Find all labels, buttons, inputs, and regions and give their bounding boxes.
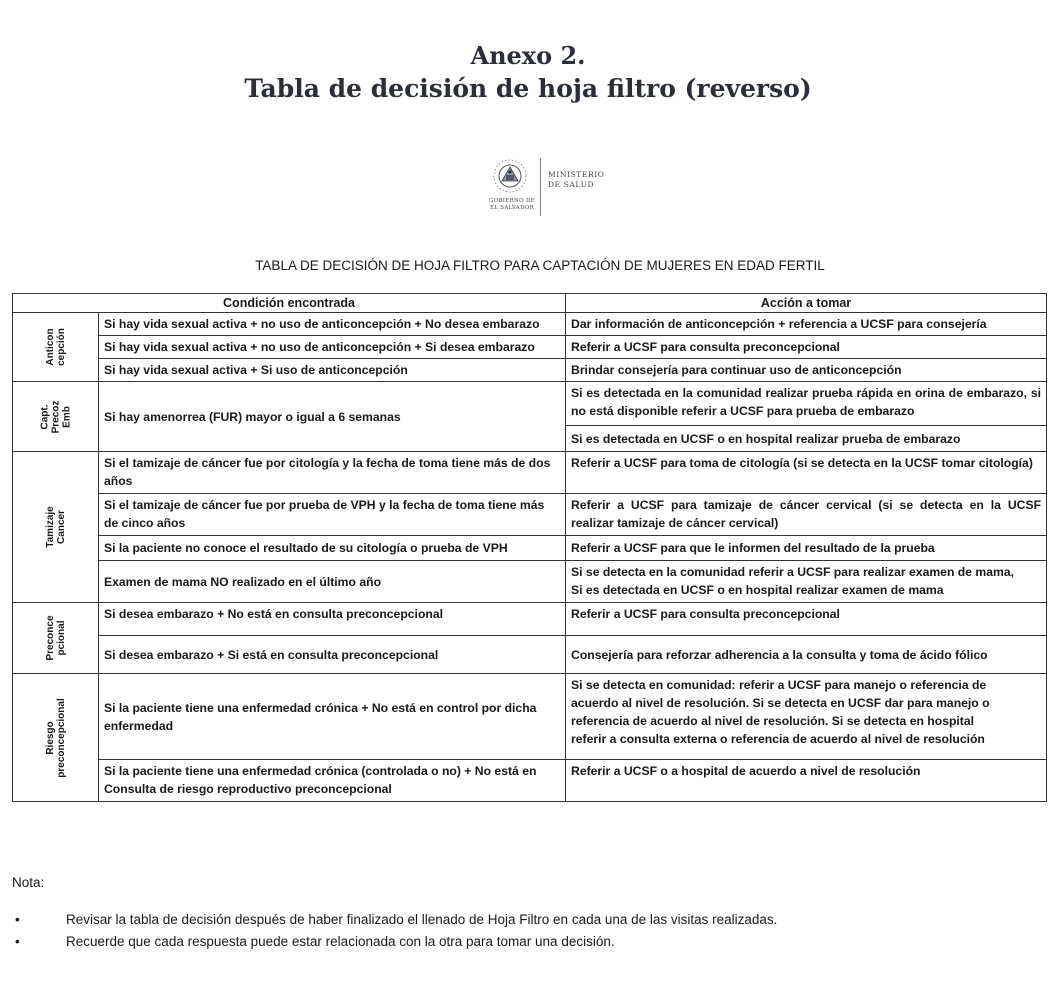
table-row bbox=[13, 561, 1047, 603]
note-list bbox=[0, 912, 1056, 956]
condition-cell: Si hay vida sexual activa + no uso de anticoncepción + Si desea embarazo bbox=[99, 336, 566, 359]
table-row bbox=[13, 636, 1047, 674]
table-row bbox=[13, 603, 1047, 636]
condition-cell: Si el tamizaje de cáncer fue por citología y la fecha de toma tiene más de dos años bbox=[99, 452, 566, 494]
national-seal-icon bbox=[492, 158, 528, 194]
condition-cell: Si la paciente tiene una enfermedad crónica + No está en control por dicha enfermedad bbox=[99, 674, 566, 760]
category-preconcepcional: Preconce pcional bbox=[13, 603, 99, 674]
condition-cell: Si la paciente tiene una enfermedad crónica (controlada o no) + No está en Consulta de riesgo reproductivo preconcepcional bbox=[99, 760, 566, 802]
note-label: Nota: bbox=[12, 875, 45, 890]
ministry-logo bbox=[486, 152, 616, 222]
table-row bbox=[13, 674, 1047, 760]
page-title: Tabla de decisión de hoja filtro (reverso) bbox=[244, 74, 812, 103]
table-row bbox=[13, 313, 1047, 336]
logo-divider bbox=[540, 158, 541, 216]
bullet-icon: • bbox=[15, 934, 20, 949]
table-row bbox=[13, 382, 1047, 426]
document-title bbox=[0, 40, 1056, 105]
action-cell: Referir a UCSF o a hospital de acuerdo a nivel de resolución bbox=[566, 760, 1047, 802]
condition-cell: Si la paciente no conoce el resultado de su citología o prueba de VPH bbox=[99, 536, 566, 561]
table-row bbox=[13, 536, 1047, 561]
table-row bbox=[13, 760, 1047, 802]
table-row bbox=[13, 452, 1047, 494]
table-header-row bbox=[13, 294, 1047, 313]
condition-cell: Si desea embarazo + No está en consulta preconcepcional bbox=[99, 603, 566, 636]
action-cell: Referir a UCSF para tamizaje de cáncer cervical (si se detecta en la UCSF realizar tamizaje de cáncer cervical) bbox=[566, 494, 1047, 536]
action-cell: Si es detectada en UCSF o en hospital realizar prueba de embarazo bbox=[566, 426, 1047, 452]
note-text: Recuerde que cada respuesta puede estar relacionada con la otra para tomar una decisión. bbox=[66, 934, 615, 949]
condition-cell: Si hay amenorrea (FUR) mayor o igual a 6 semanas bbox=[99, 382, 566, 452]
table-row bbox=[13, 359, 1047, 382]
action-cell: Brindar consejería para continuar uso de anticoncepción bbox=[566, 359, 1047, 382]
action-cell: Si es detectada en la comunidad realizar prueba rápida en orina de embarazo, si no está disponible referir a UCSF para prueba de embarazo bbox=[566, 382, 1047, 426]
ministry-name: MINISTERIO DE SALUD bbox=[548, 170, 605, 189]
condition-cell: Examen de mama NO realizado en el último año bbox=[99, 561, 566, 603]
list-item bbox=[0, 934, 1056, 956]
category-captacion-precoz: Capt. Precoz Emb bbox=[13, 382, 99, 452]
decision-table bbox=[12, 293, 1047, 802]
action-cell: Referir a UCSF para consulta preconcepcional bbox=[566, 603, 1047, 636]
action-cell: Si se detecta en la comunidad referir a UCSF para realizar examen de mama, Si es detectada en UCSF o en hospital realizar examen de mama bbox=[566, 561, 1047, 603]
action-cell: Dar información de anticoncepción + referencia a UCSF para consejería bbox=[566, 313, 1047, 336]
table-row bbox=[13, 336, 1047, 359]
condition-header: Condición encontrada bbox=[13, 294, 566, 313]
list-item bbox=[0, 912, 1056, 934]
action-cell: Referir a UCSF para que le informen del resultado de la prueba bbox=[566, 536, 1047, 561]
category-anticoncepcion: Anticon cepción bbox=[13, 313, 99, 382]
table-title: TABLA DE DECISIÓN DE HOJA FILTRO PARA CAPTACIÓN DE MUJERES EN EDAD FERTIL bbox=[255, 258, 825, 273]
condition-cell: Si desea embarazo + Si está en consulta preconcepcional bbox=[99, 636, 566, 674]
action-header: Acción a tomar bbox=[566, 294, 1047, 313]
action-cell: Consejería para reforzar adherencia a la consulta y toma de ácido fólico bbox=[566, 636, 1047, 674]
action-cell: Si se detecta en comunidad: referir a UCSF para manejo o referencia de acuerdo al nivel de resolución. Si se detecta en UCSF dar para manejo o referencia de acuerdo al nivel de resolución. Si se detecta en hospital referir a consulta externa o referencia de acuerdo al nivel de resolución bbox=[566, 674, 1047, 760]
condition-cell: Si hay vida sexual activa + no uso de anticoncepción + No desea embarazo bbox=[99, 313, 566, 336]
action-cell: Referir a UCSF para consulta preconcepcional bbox=[566, 336, 1047, 359]
category-tamizaje-cancer: Tamizaje Cancer bbox=[13, 452, 99, 603]
table-row bbox=[13, 494, 1047, 536]
bullet-icon: • bbox=[15, 912, 20, 927]
category-riesgo-preconcepcional: Riesgo preconcepcional bbox=[13, 674, 99, 802]
note-text: Revisar la tabla de decisión después de haber finalizado el llenado de Hoja Filtro en cada una de las visitas realizadas. bbox=[66, 912, 778, 927]
government-name: GOBIERNO DE EL SALVADOR bbox=[488, 198, 536, 211]
annex-heading: Anexo 2. bbox=[470, 41, 586, 70]
action-cell: Referir a UCSF para toma de citología (si se detecta en la UCSF tomar citología) bbox=[566, 452, 1047, 494]
condition-cell: Si hay vida sexual activa + Si uso de anticoncepción bbox=[99, 359, 566, 382]
condition-cell: Si el tamizaje de cáncer fue por prueba de VPH y la fecha de toma tiene más de cinco años bbox=[99, 494, 566, 536]
